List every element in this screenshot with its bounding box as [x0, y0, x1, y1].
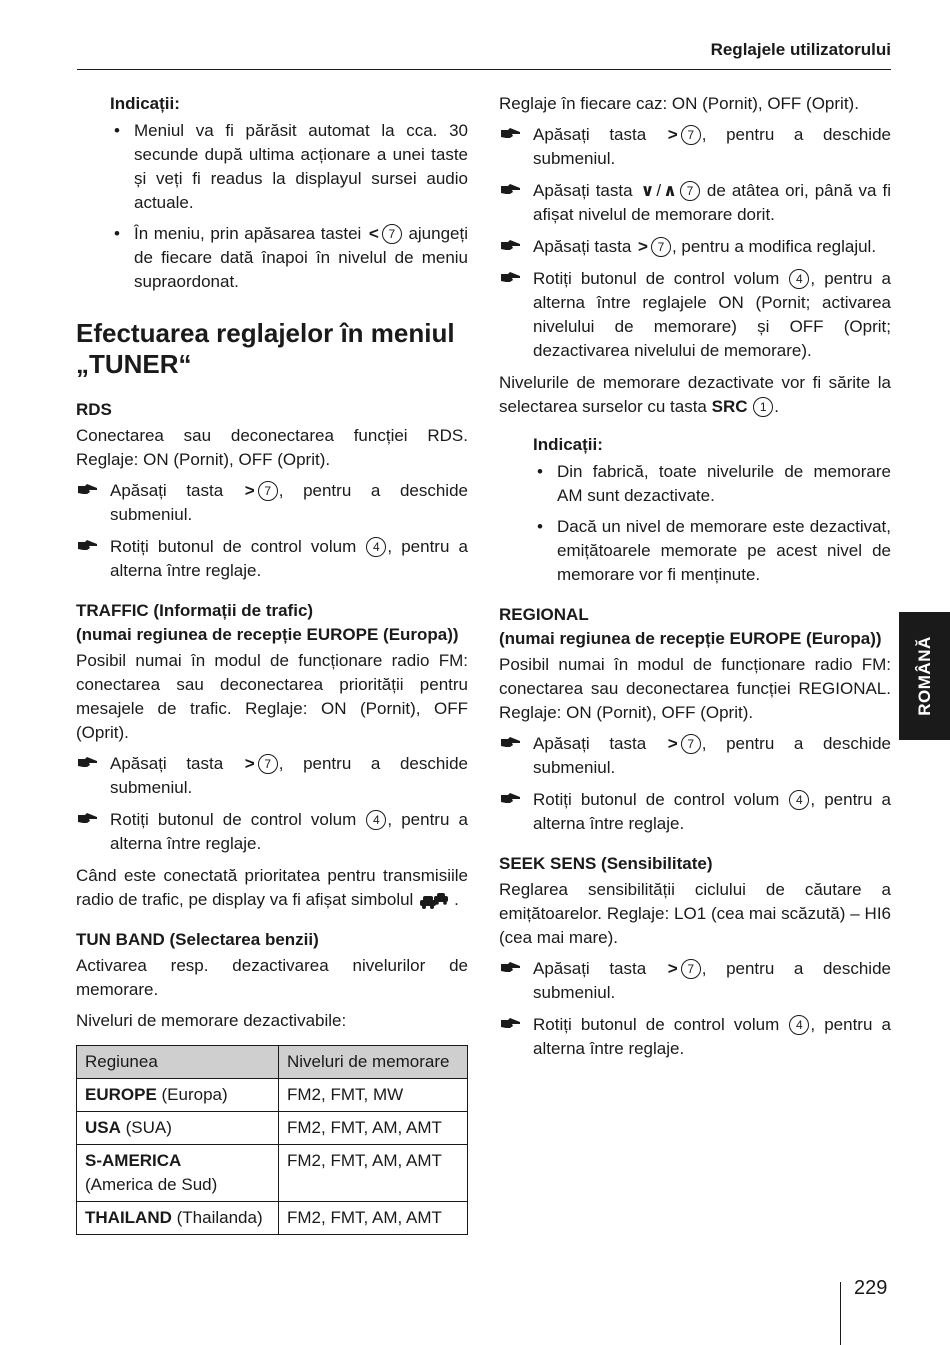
right-arrow-key-icon: > — [638, 237, 648, 256]
key-number-7: 7 — [382, 224, 402, 244]
key-number-4: 4 — [789, 790, 809, 810]
table-row — [77, 1112, 468, 1145]
intro-text: Reglaje în fiecare caz: ON (Pornit), OFF (Oprit). — [499, 94, 859, 113]
left-column — [76, 92, 468, 1235]
key-number-7: 7 — [681, 959, 701, 979]
key-number-4: 4 — [789, 1015, 809, 1035]
note-item: • În meniu, prin apăsarea tastei < 7 ajungeți de fiecare dată înapoi în nivelul de meniu supraordonat. — [110, 222, 468, 294]
regional-text: Posibil numai în modul de funcționare radio FM: conectarea sau deconectarea funcției REGIONAL. Reglaje: ON (Pornit), OFF (Oprit). — [499, 655, 891, 722]
tunband-text: Activarea resp. dezactivarea nivelurilor de memorare. — [76, 956, 468, 999]
instruction-step: Apăsați tasta > 7 , pentru a deschide submeniul. — [499, 732, 891, 780]
tunband-heading: TUN BAND (Selectarea benzii) — [76, 930, 319, 949]
table-cell: EUROPE (Europa) — [77, 1079, 279, 1112]
note-item: • Din fabrică, toate nivelurile de memorare AM sunt dezactivate. — [533, 460, 891, 508]
memory-levels-table — [76, 1045, 468, 1235]
rds-heading: RDS — [76, 400, 112, 419]
skip-text: Nivelurile de memorare dezactivate vor fi sărite la selectarea surselor cu tasta SRC 1 . — [499, 373, 891, 416]
table-cell: FM2, FMT, AM, AMT — [279, 1112, 468, 1145]
pointing-hand-icon — [501, 238, 521, 252]
table-row — [77, 1079, 468, 1112]
pointing-hand-icon — [501, 960, 521, 974]
language-label: ROMÂNĂ — [914, 636, 934, 716]
pointing-hand-icon — [78, 811, 98, 825]
instruction-step: Apăsați tasta > 7 , pentru a modifica reglajul. — [499, 235, 891, 259]
key-number-7: 7 — [681, 125, 701, 145]
section-title: Efectuarea reglajelor în meniul „TUNER“ — [76, 318, 455, 379]
page-number-rule — [840, 1282, 841, 1345]
pointing-hand-icon — [501, 270, 521, 284]
pointing-hand-icon — [501, 791, 521, 805]
table-header-cell: Niveluri de memorare — [279, 1046, 468, 1079]
traffic-text: Posibil numai în modul de funcționare radio FM: conectarea sau deconectarea priorității pentru mesajele de trafic. Reglaje: ON (Pornit), OFF (Oprit). — [76, 651, 468, 742]
instruction-step: Apăsați tasta > 7 , pentru a deschide submeniul. — [76, 752, 468, 800]
traffic-heading: TRAFFIC (Informații de trafic) (numai regiunea de recepție EUROPE (Europa)) — [76, 601, 459, 644]
instruction-step: Apăsați tasta ∨ / ∧ 7 de atâtea ori, până va fi afișat nivelul de memorare dorit. — [499, 179, 891, 227]
note-item: • Meniul va fi părăsit automat la cca. 30 secunde după ultima acționare a unei taste și veți fi readus la displayul sursei audio actuale. — [110, 119, 468, 215]
down-arrow-key-icon: ∨ — [640, 181, 655, 200]
instruction-step: Rotiți butonul de control volum 4 , pentru a alterna între reglajele ON (Pornit; activarea nivelului de memorare) și OFF (Oprit; dezactivarea nivelului de memorare). — [499, 267, 891, 363]
pointing-hand-icon — [501, 1016, 521, 1030]
pointing-hand-icon — [78, 755, 98, 769]
right-column — [499, 92, 891, 1069]
seek-text: Reglarea sensibilității ciclului de căutare a emițătoarelor. Reglaje: LO1 (cea mai scăzută) – HI6 (cea mai mare). — [499, 880, 891, 947]
src-key-label: SRC — [711, 397, 748, 416]
table-cell: USA (SUA) — [77, 1112, 279, 1145]
instruction-step: Rotiți butonul de control volum 4 , pentru a alterna între reglaje. — [76, 535, 468, 583]
table-cell: FM2, FMT, AM, AMT — [279, 1202, 468, 1235]
pointing-hand-icon — [78, 482, 98, 496]
header-rule — [77, 69, 891, 70]
left-arrow-key-icon: < — [368, 224, 379, 243]
pointing-hand-icon — [501, 735, 521, 749]
instruction-step: Apăsați tasta > 7 , pentru a deschide submeniul. — [76, 479, 468, 527]
key-number-4: 4 — [366, 810, 386, 830]
key-number-4: 4 — [366, 537, 386, 557]
rds-text: Conectarea sau deconectarea funcției RDS. Reglaje: ON (Pornit), OFF (Oprit). — [76, 426, 468, 469]
right-arrow-key-icon: > — [244, 754, 255, 773]
right-arrow-key-icon: > — [667, 734, 678, 753]
key-number-7: 7 — [258, 754, 278, 774]
table-header-cell: Regiunea — [77, 1046, 279, 1079]
notes-title: Indicații: — [533, 435, 603, 454]
key-number-7: 7 — [651, 237, 671, 257]
pointing-hand-icon — [78, 538, 98, 552]
traffic-note: Când este conectată prioritatea pentru transmisiile radio de trafic, pe display va fi afișat simbolul . — [76, 866, 468, 909]
table-cell: FM2, FMT, AM, AMT — [279, 1145, 468, 1202]
notes-block — [533, 433, 891, 587]
table-cell: S-AMERICA (America de Sud) — [77, 1145, 279, 1202]
notes-block — [110, 92, 468, 294]
pointing-hand-icon — [501, 126, 521, 140]
right-arrow-key-icon: > — [667, 959, 678, 978]
language-side-tab — [899, 612, 950, 740]
running-header: Reglajele utilizatorului — [710, 40, 891, 59]
up-arrow-key-icon: ∧ — [663, 181, 677, 200]
key-number-7: 7 — [681, 734, 701, 754]
pointing-hand-icon — [501, 182, 521, 196]
instruction-step: Rotiți butonul de control volum 4 , pentru a alterna între reglaje. — [499, 788, 891, 836]
notes-title: Indicații: — [110, 94, 180, 113]
instruction-step: Rotiți butonul de control volum 4 , pentru a alterna între reglaje. — [499, 1013, 891, 1061]
table-row — [77, 1202, 468, 1235]
page-number: 229 — [854, 1277, 888, 1299]
table-cell: FM2, FMT, MW — [279, 1079, 468, 1112]
tunband-text: Niveluri de memorare dezactivabile: — [76, 1011, 347, 1030]
key-number-1: 1 — [753, 397, 773, 417]
right-arrow-key-icon: > — [244, 481, 255, 500]
table-row — [77, 1145, 468, 1202]
instruction-step: Apăsați tasta > 7 , pentru a deschide submeniul. — [499, 957, 891, 1005]
table-header-row — [77, 1046, 468, 1079]
key-number-7: 7 — [258, 481, 278, 501]
note-item: • Dacă un nivel de memorare este dezactivat, emițătoarele memorate pe acest nivel de memorare vor fi menținute. — [533, 515, 891, 587]
instruction-step: Apăsați tasta > 7 , pentru a deschide submeniul. — [499, 123, 891, 171]
right-arrow-key-icon: > — [667, 125, 678, 144]
table-cell: THAILAND (Thailanda) — [77, 1202, 279, 1235]
seek-heading: SEEK SENS (Sensibilitate) — [499, 854, 713, 873]
key-number-4: 4 — [789, 269, 809, 289]
regional-heading: REGIONAL (numai regiunea de recepție EUROPE (Europa)) — [499, 605, 882, 648]
traffic-cars-icon — [418, 891, 454, 911]
key-number-7: 7 — [680, 181, 700, 201]
instruction-step: Rotiți butonul de control volum 4 , pentru a alterna între reglaje. — [76, 808, 468, 856]
